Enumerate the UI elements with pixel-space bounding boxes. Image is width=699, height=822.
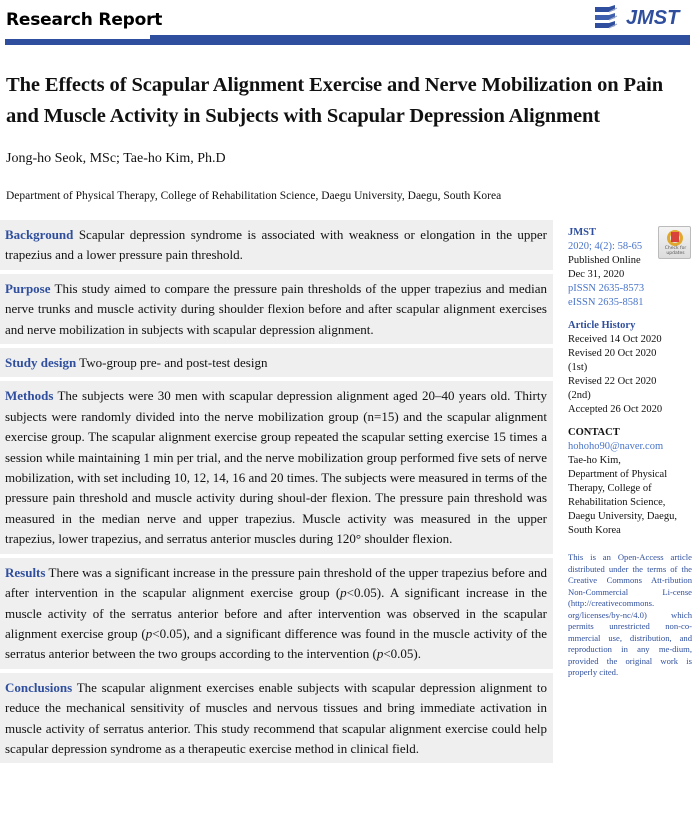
history-item: Revised 22 Oct 2020 [568, 376, 657, 387]
section-heading: Study design [5, 355, 77, 371]
section-text: Scapular depression syndrome is associated with weakness or elongation in the upper trapezius and a lower pressure pain threshold. [5, 227, 547, 263]
journal-name: JMST [568, 227, 597, 238]
section-text: <0.05), and a significant difference was found in the muscle activity of the serratus anterior between the two groups according to the intervention ( [5, 625, 547, 662]
abstract-purpose [0, 274, 553, 344]
abstract-background [0, 220, 553, 270]
p-value-symbol: p [145, 625, 153, 641]
contact-line: Department of Physical [568, 469, 668, 480]
contact-title: CONTACT [568, 427, 620, 438]
citation[interactable]: 2020; 4(2): 58-65 [568, 241, 643, 252]
history-item: Accepted 26 Oct 2020 [568, 404, 663, 415]
section-text: There was a significant increase in the pressure pain threshold of the upper trapezius before and after intervention in the scapular alignment exercise group ( [5, 564, 547, 601]
contact-line: Rehabilitation Science, [568, 497, 666, 508]
header-rule-left [5, 39, 151, 45]
contact-line: South Korea [568, 525, 621, 536]
history-item: Received 14 Oct 2020 [568, 334, 662, 345]
section-text: <0.05). [383, 646, 421, 662]
eissn: eISSN 2635-8581 [568, 297, 644, 308]
contact-email-link[interactable]: hohoho90@naver.com [568, 441, 664, 452]
license-notice: This is an Open-Access article distributed under the terms of the Creative Commons Att-ribution Non-Commercial Li-cense (http://creativecommons. org/licenses/by-nc/4.0) which permits unrestricted non-co-mmercial use, distribution, and reproduction in any me-dium, provided the original work is properly cited. [568, 552, 692, 677]
contact-line: Daegu University, Daegu, [568, 511, 677, 522]
abstract-study-design [0, 348, 553, 377]
article-sidebar [568, 226, 692, 679]
journal-logo-text: JMST [626, 7, 680, 29]
history-title: Article History [568, 320, 636, 331]
contact-line: Tae-ho Kim, [568, 455, 621, 466]
header-rule-right [150, 35, 690, 45]
section-heading: Purpose [5, 280, 51, 296]
section-heading: Background [5, 227, 74, 242]
affiliation: Department of Physical Therapy, College of Rehabilitation Science, Daegu University, Daegu, South Korea [6, 190, 502, 202]
history-item: Revised 20 Oct 2020 [568, 348, 657, 359]
section-heading: Results [5, 564, 46, 580]
books-icon [592, 4, 620, 32]
section-text: Two-group pre- and post-test design [76, 355, 268, 371]
section-text: The subjects were 30 men with scapular depression alignment aged 20–40 years old. Thirty subjects were randomly divided into the nerve mobilization group (n=15) and the scapular alignment exercise group. The scapular alignment exercise group repeated the scapular setting exercise 15 times a session while maintaining 1 min per trial, and the nerve mobilization group performed five sets of nerve mobilization, with set including 10, 12, 14, 16 and 20 times. The subjects were measured in terms of the pressure pain threshold and muscle activity during shoul-der flexion. The pressure pain threshold was measured in the median nerve and upper trapezius. Muscle activity was measured in the upper trapezius, lower trapezius, and serratus anterior muscles during 120° shoulder flexion. [5, 388, 547, 547]
abstract-methods [0, 381, 553, 553]
section-text: <0.05). A significant increase in the muscle activity of the serratus anterior before and after intervention was observed in the scapular alignment exercise group ( [5, 585, 547, 641]
section-text: The scapular alignment exercises enable subjects with scapular depression alignment to reduce the mechanical sensitivity of muscles and nervous tissues and bring immediate activation in muscle activity of serratus anterior. This study recommend that scapular alignment exercise could help scapular depression syndrome as a therapeutic exercise method in clinical field. [5, 679, 547, 756]
history-item: (2nd) [568, 390, 591, 401]
page-header [0, 0, 699, 50]
badge-label: Check for updates [664, 246, 687, 256]
section-text: This study aimed to compare the pressure pain thresholds of the upper trapezius and median nerve trunks and muscle activity during shoulder flexion before and after scapular alignment exercises and nerve mobilization in subjects with scapular depression alignment. [5, 280, 547, 337]
abstract-conclusions [0, 673, 553, 764]
p-value-symbol: p [340, 585, 347, 601]
published-date: Dec 31, 2020 [568, 269, 625, 280]
article-title: The Effects of Scapular Alignment Exercise and Nerve Mobilization on Pain and Muscle Activity in Subjects with Scapular Depression Alignment [6, 74, 664, 127]
contact-line: Therapy, College of [568, 483, 652, 494]
published-label: Published Online [568, 255, 641, 266]
section-heading: Methods [5, 388, 54, 404]
journal-logo [592, 3, 692, 33]
p-value-symbol: p [376, 646, 384, 662]
article-type-label: Research Report [6, 10, 163, 30]
abstract-results [0, 558, 553, 669]
section-heading: Conclusions [5, 679, 73, 695]
author-list: Jong-ho Seok, MSc; Tae-ho Kim, Ph.D [6, 151, 226, 166]
abstract [0, 220, 553, 767]
pissn: pISSN 2635-8573 [568, 283, 645, 294]
history-item: (1st) [568, 362, 588, 373]
